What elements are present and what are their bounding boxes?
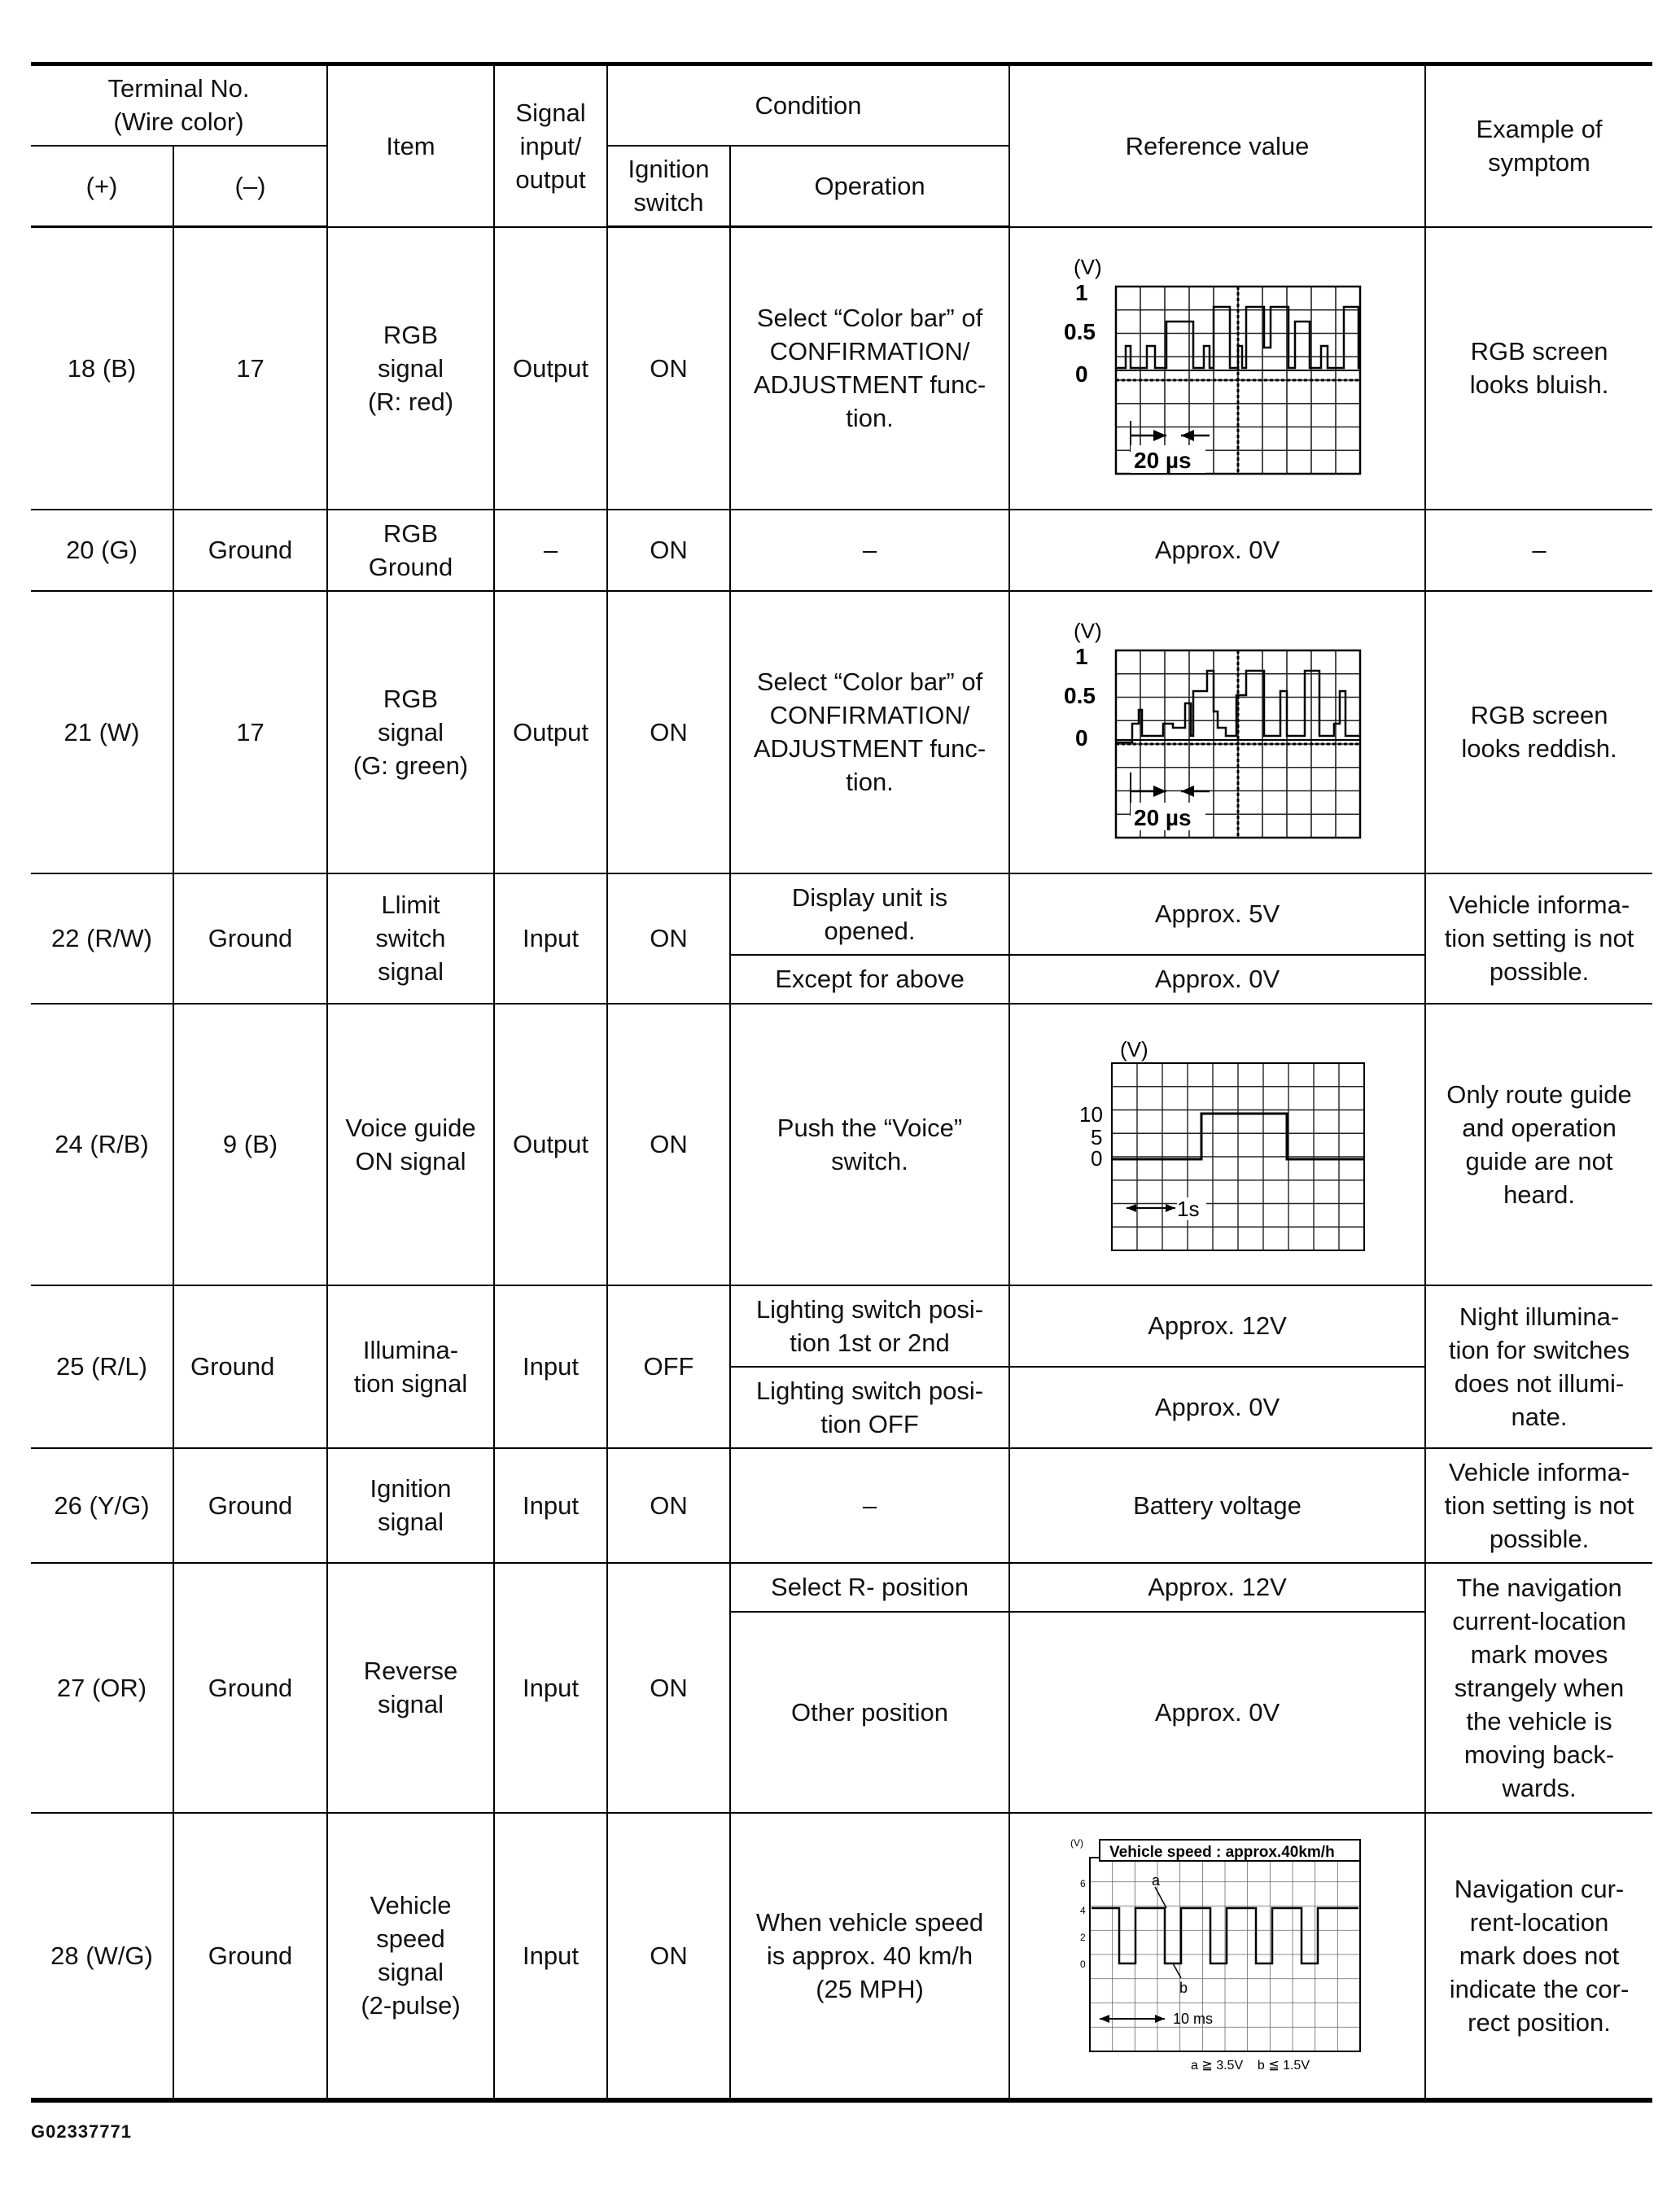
operation-cell: When vehicle speed is approx. 40 km/h (25 MPH) <box>730 1813 1009 2100</box>
wave-label-a: a <box>1151 1872 1160 1889</box>
terminal-minus: Ground <box>173 510 327 591</box>
operation-cell: – <box>730 510 1009 591</box>
signal-io-cell: Input <box>494 1563 607 1813</box>
ignition-cell: ON <box>607 591 730 873</box>
table-row <box>31 591 1652 873</box>
operation-cell: Lighting switch posi- tion OFF <box>730 1367 1009 1448</box>
operation-cell: – <box>730 1448 1009 1563</box>
wave-unit: (V) <box>1073 255 1102 279</box>
signal-io-cell: Input <box>494 1448 607 1563</box>
terminal-plus: 24 (R/B) <box>31 1004 173 1285</box>
table-row <box>31 1285 1652 1367</box>
item-cell: Vehicle speed signal (2-pulse) <box>327 1813 494 2100</box>
reference-value-cell: Approx. 12V <box>1009 1285 1425 1367</box>
ignition-cell: ON <box>607 1813 730 2100</box>
signal-io-cell: Input <box>494 1813 607 2100</box>
terminal-minus: Ground <box>173 873 327 1004</box>
table-row <box>31 1004 1652 1285</box>
operation-cell: Other position <box>730 1612 1009 1813</box>
reference-waveform-cell <box>1009 227 1425 510</box>
wave-y-label: 1 <box>1074 644 1088 669</box>
item-cell: Voice guide ON signal <box>327 1004 494 1285</box>
wave-y-label: 10 <box>1078 1101 1103 1127</box>
table-row <box>31 873 1652 955</box>
terminal-minus: 17 <box>173 591 327 873</box>
operation-cell: Select “Color bar” of CONFIRMATION/ ADJUSTMENT func- tion. <box>730 227 1009 510</box>
item-cell: Reverse signal <box>327 1563 494 1813</box>
ignition-cell: OFF <box>607 1285 730 1448</box>
ignition-cell: ON <box>607 227 730 510</box>
item-cell: RGB signal (G: green) <box>327 591 494 873</box>
wave-time-label: 20 µs <box>1133 448 1192 473</box>
terminal-plus: 21 (W) <box>31 591 173 873</box>
header-ignition-switch: Ignition switch <box>607 146 730 227</box>
signal-io-cell: Input <box>494 873 607 1004</box>
voice-guide-waveform <box>1055 1031 1380 1258</box>
header-reference-value: Reference value <box>1009 64 1425 227</box>
header-condition: Condition <box>607 64 1009 146</box>
reference-value-cell: Approx. 0V <box>1009 1612 1425 1813</box>
table-row <box>31 1448 1652 1563</box>
symptom-cell: RGB screen looks bluish. <box>1425 227 1652 510</box>
wave-time-label: 1s <box>1176 1196 1199 1221</box>
wave-unit: (V) <box>1073 619 1102 643</box>
wave-note: a ≧ 3.5V b ≦ 1.5V <box>1190 2059 1310 2073</box>
reference-value-cell: Approx. 0V <box>1009 510 1425 591</box>
item-cell: Ignition signal <box>327 1448 494 1563</box>
terminal-plus: 22 (R/W) <box>31 873 173 1004</box>
operation-cell: Display unit is opened. <box>730 873 1009 955</box>
reference-value-cell: Approx. 0V <box>1009 1367 1425 1448</box>
terminal-plus: 20 (G) <box>31 510 173 591</box>
wave-y-label: 0.5 <box>1063 683 1096 708</box>
header-signal-io: Signal input/ output <box>494 64 607 227</box>
terminal-minus: Ground <box>173 1813 327 2100</box>
symptom-cell: Night illumina- tion for switches does not illumi- nate. <box>1425 1285 1652 1448</box>
terminal-minus: 17 <box>173 227 327 510</box>
operation-cell: Select R- position <box>730 1563 1009 1612</box>
figure-code: G02337771 <box>31 2121 132 2142</box>
wave-y-label: 0 <box>1079 1959 1086 1970</box>
symptom-cell: Navigation cur- rent-location mark does not indicate the cor- rect position. <box>1425 1813 1652 2100</box>
ignition-cell: ON <box>607 510 730 591</box>
terminal-minus: Ground <box>173 1563 327 1813</box>
symptom-cell: – <box>1425 510 1652 591</box>
terminal-minus: 9 (B) <box>173 1004 327 1285</box>
terminal-plus: 18 (B) <box>31 227 173 510</box>
terminal-plus: 27 (OR) <box>31 1563 173 1813</box>
item-cell: Llimit switch signal <box>327 873 494 1004</box>
reference-value-cell: Approx. 0V <box>1009 955 1425 1004</box>
signal-io-cell: – <box>494 510 607 591</box>
signal-io-cell: Input <box>494 1285 607 1448</box>
waveform-grid <box>1112 1063 1364 1250</box>
table-row <box>31 510 1652 591</box>
connector-terminal-table <box>31 62 1652 2103</box>
reference-waveform-cell <box>1009 591 1425 873</box>
ignition-cell: ON <box>607 1004 730 1285</box>
reference-value-cell: Approx. 5V <box>1009 873 1425 955</box>
wave-title: Vehicle speed : approx.40km/h <box>1109 1844 1335 1861</box>
symptom-cell: Vehicle informa- tion setting is not possible. <box>1425 873 1652 1004</box>
symptom-cell: The navigation current-location mark moves strangely when the vehicle is moving back- wards. <box>1425 1563 1652 1813</box>
header-operation: Operation <box>730 146 1009 227</box>
operation-cell: Except for above <box>730 955 1009 1004</box>
wave-y-label: 0 <box>1090 1145 1102 1171</box>
wave-label-b: b <box>1179 1980 1188 1996</box>
wave-y-label: 1 <box>1074 280 1088 305</box>
ignition-cell: ON <box>607 1563 730 1813</box>
wave-y-label: 5 <box>1090 1124 1102 1149</box>
rgb-green-waveform <box>1051 614 1385 850</box>
wave-y-label: 0 <box>1074 361 1088 387</box>
wave-y-label: 2 <box>1079 1932 1086 1943</box>
signal-io-cell: Output <box>494 591 607 873</box>
item-cell: RGB Ground <box>327 510 494 591</box>
wave-unit: (V) <box>1119 1036 1148 1061</box>
wave-y-label: 0.5 <box>1063 319 1096 344</box>
item-cell: RGB signal (R: red) <box>327 227 494 510</box>
symptom-cell: Only route guide and operation guide are not heard. <box>1425 1004 1652 1285</box>
header-minus: (–) <box>173 146 327 227</box>
table-row <box>31 227 1652 510</box>
signal-io-cell: Output <box>494 1004 607 1285</box>
table-row <box>31 1563 1652 1612</box>
terminal-minus: Ground <box>173 1285 327 1448</box>
operation-cell: Select “Color bar” of CONFIRMATION/ ADJUSTMENT func- tion. <box>730 591 1009 873</box>
wave-y-label: 6 <box>1079 1878 1086 1889</box>
terminal-plus: 26 (Y/G) <box>31 1448 173 1563</box>
reference-waveform-cell <box>1009 1004 1425 1285</box>
wave-y-label: 4 <box>1079 1905 1086 1916</box>
operation-cell: Push the “Voice” switch. <box>730 1004 1009 1285</box>
wave-time-label: 20 µs <box>1133 805 1192 830</box>
vehicle-speed-waveform <box>1067 1833 1368 2077</box>
wave-time-label: 10 ms <box>1172 2011 1213 2027</box>
reference-value-cell: Approx. 12V <box>1009 1563 1425 1612</box>
header-symptom: Example of symptom <box>1425 64 1652 227</box>
operation-cell: Lighting switch posi- tion 1st or 2nd <box>730 1285 1009 1367</box>
table-row <box>31 1813 1652 2100</box>
item-cell: Illumina- tion signal <box>327 1285 494 1448</box>
signal-io-cell: Output <box>494 227 607 510</box>
ignition-cell: ON <box>607 873 730 1004</box>
header-item: Item <box>327 64 494 227</box>
ignition-cell: ON <box>607 1448 730 1563</box>
wave-y-label: 0 <box>1074 725 1088 751</box>
reference-waveform-cell <box>1009 1813 1425 2100</box>
symptom-cell: Vehicle informa- tion setting is not possible. <box>1425 1448 1652 1563</box>
header-terminal: Terminal No. (Wire color) <box>31 64 327 146</box>
terminal-plus: 28 (W/G) <box>31 1813 173 2100</box>
terminal-minus: Ground <box>173 1448 327 1563</box>
waveform-grid <box>1090 1858 1360 2051</box>
reference-value-cell: Battery voltage <box>1009 1448 1425 1563</box>
terminal-plus: 25 (R/L) <box>31 1285 173 1448</box>
header-plus: (+) <box>31 146 173 227</box>
rgb-red-waveform <box>1051 250 1385 486</box>
wave-unit: (V) <box>1070 1837 1083 1849</box>
symptom-cell: RGB screen looks reddish. <box>1425 591 1652 873</box>
